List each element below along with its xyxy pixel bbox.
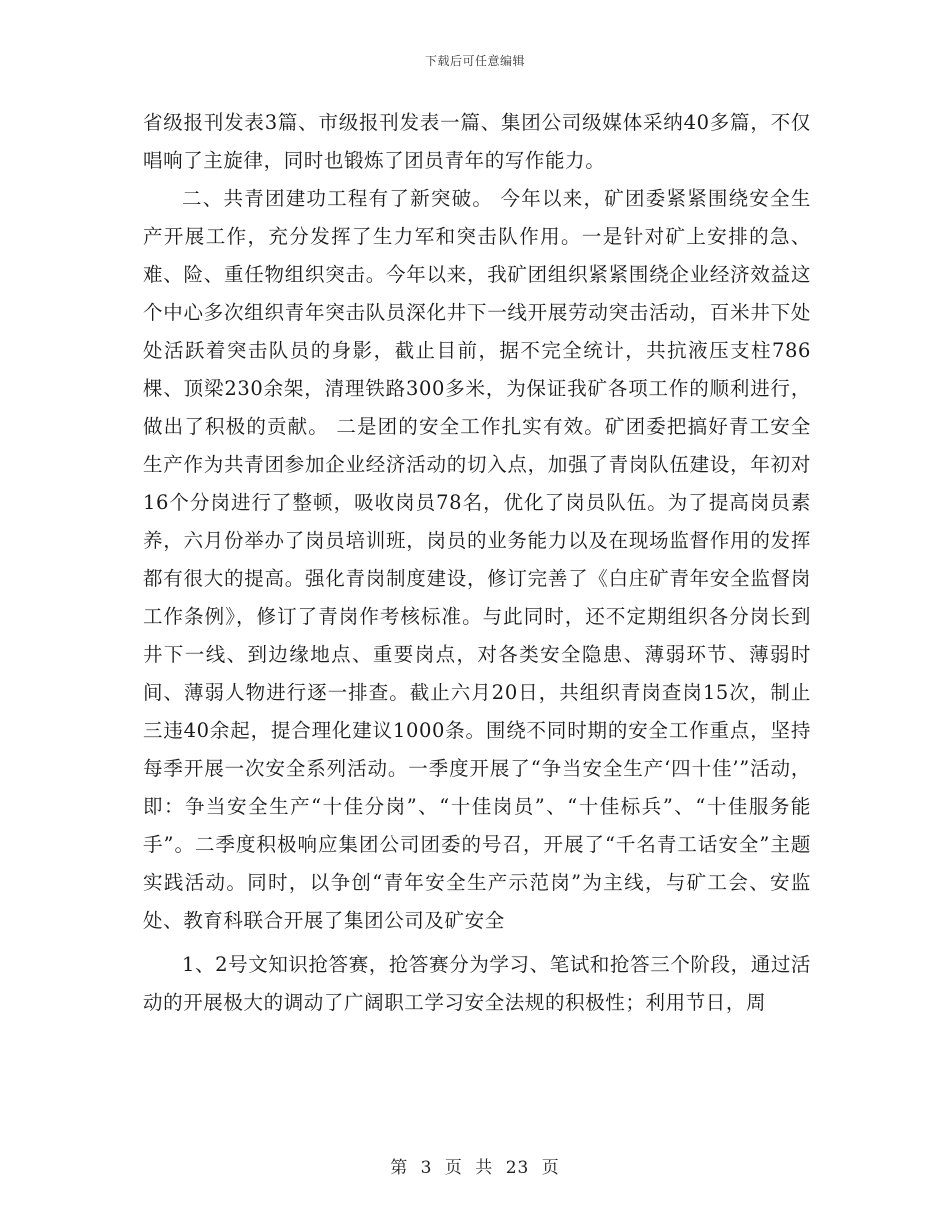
page-number-footer: 第 3 页 共 23 页 [390, 1158, 560, 1178]
page-header: 下载后可任意编辑 [424, 54, 525, 68]
paragraph-1: 省级报刊发表3篇、市级报刊发表一篇、集团公司级媒体采纳40多篇，不仅唱响了主旋律，同时也锻炼了团员青年的写作能力。 [143, 111, 811, 172]
document-body [143, 104, 811, 1022]
paragraph-2: 二、共青团建功工程有了新突破。 今年以来，矿团委紧紧围绕安全生产开展工作，充分发挥了生力军和突击队作用。一是针对矿上安排的急、难、险、重任物组织突击。今年以来，我矿团组织紧紧围绕企业经济效益这个中心多次组织青年突击队员深化井下一线开展劳动突击活动，百米井下处处活跃着突击队员的身影，截止目前，据不完全统计，共抗液压支柱786棵、顶梁230余架，清理铁路300多米，为保证我矿各项工作的顺利进行，做出了积极的贡献。 二是团的安全工作扎实有效。矿团委把搞好青工安全生产作为共青团参加企业经济活动的切入点，加强了青岗队伍建设，年初对16个分岗进行了整顿，吸收岗员78名，优化了岗员队伍。为了提高岗员素养，六月份举办了岗员培训班，岗员的业务能力以及在现场监督作用的发挥都有很大的提高。强化青岗制度建设，修订完善了《白庄矿青年安全监督岗工作条例》，修订了青岗作考核标准。与此同时，还不定期组织各分岗长到井下一线、到边缘地点、重要岗点，对各类安全隐患、薄弱环节、薄弱时间、薄弱人物进行逐一排查。截止六月20日，共组织青岗查岗15次，制止三违40余起，提合理化建议1000条。围绕不同时期的安全工作重点，坚持每季开展一次安全系列活动。一季度开展了“争当安全生产‘四十佳’”活动，即：争当安全生产“十佳分岗”、“十佳岗员”、“十佳标兵”、“十佳服务能手”。二季度积极响应集团公司团委的号召，开展了“千名青工话安全”主题实践活动。同时，以争创“青年安全生产示范岗”为主线，与矿工会、安监处、教育科联合开展了集团公司及矿安全 [143, 187, 811, 932]
paragraph-3: 1、2号文知识抢答赛，抢答赛分为学习、笔试和抢答三个阶段，通过活动的开展极大的调动了广阔职工学习安全法规的积极性；利用节日，周 [143, 953, 812, 1014]
